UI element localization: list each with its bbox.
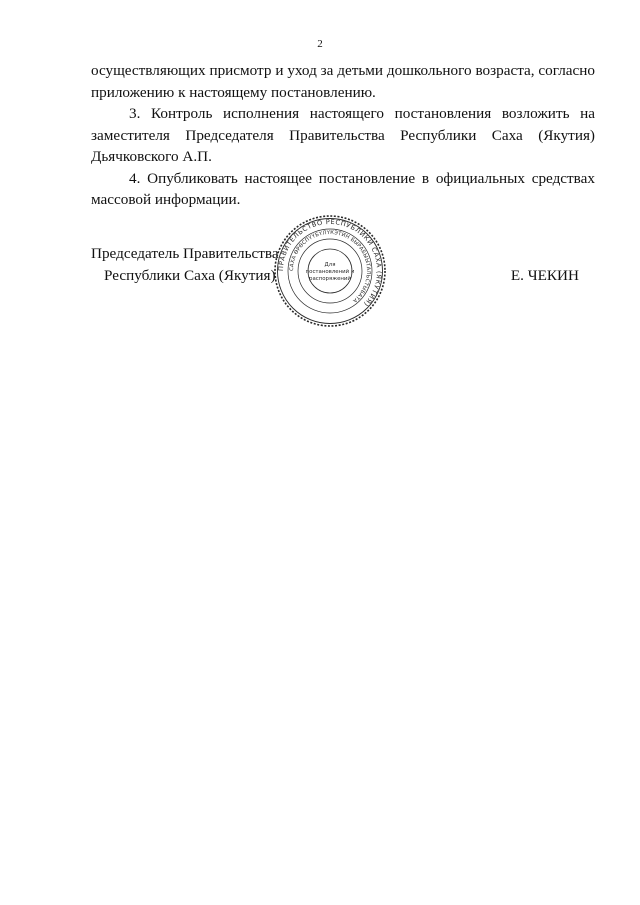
signatory-position-line1: Председатель Правительства bbox=[91, 245, 279, 262]
document-body bbox=[91, 60, 595, 211]
page-number: 2 bbox=[317, 38, 323, 50]
paragraph-control: 3. Контроль исполнения настоящего постановления возложить на заместителя Председателя Правительства Республики Саха (Якутия) Дьячковского А.П. bbox=[91, 105, 595, 165]
official-seal-icon bbox=[274, 215, 386, 327]
paragraph-publication: 4. Опубликовать настоящее постановление в официальных средствах массовой информации. bbox=[91, 169, 595, 208]
signatory-position-line2: Республики Саха (Якутия) bbox=[104, 267, 276, 284]
paragraph-continuation: осуществляющих присмотр и уход за детьми дошкольного возраста, согласно приложению к настоящему постановлению. bbox=[91, 62, 595, 101]
seal-center-line2: постановлений и bbox=[305, 269, 355, 275]
seal-outer-text: ПРАВИТЕЛЬСТВО РЕСПУБЛИКИ САХА (ЯКУТИЯ) bbox=[276, 217, 384, 309]
seal-center-line1: Для bbox=[324, 262, 336, 268]
signatory-name: Е. ЧЕКИН bbox=[510, 267, 579, 284]
seal-center-line3: распоряжений bbox=[309, 276, 351, 282]
seal-inner-text: САХА ӨРӨСПҮҮБҮЛҮКЭТИН БЫРАБЫЫТАЛЬСТЫБАТА bbox=[288, 229, 372, 304]
